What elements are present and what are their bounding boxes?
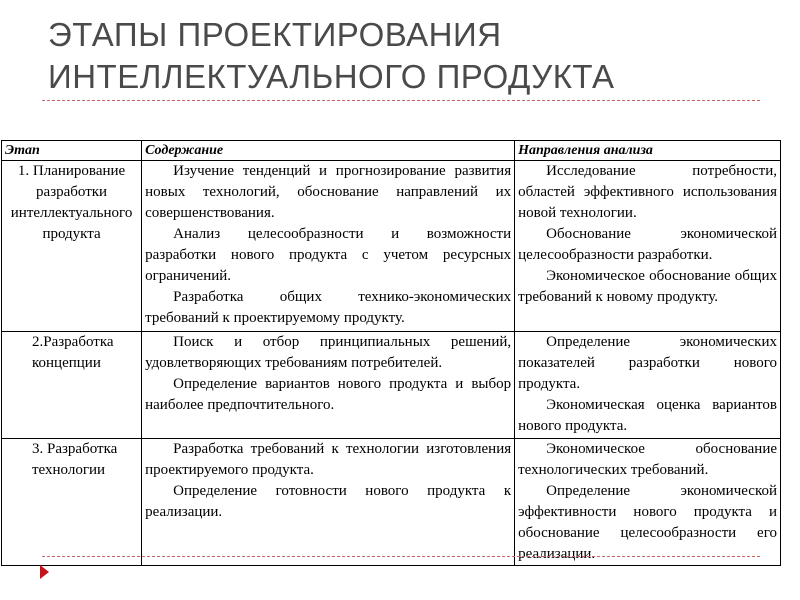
content-paragraph: Определение готовности нового продукта к реализации. xyxy=(145,483,512,520)
analysis-cell xyxy=(515,161,781,332)
header-content: Содержание xyxy=(142,141,515,161)
analysis-cell xyxy=(515,332,781,439)
content-paragraph: Разработка требований к технологии изготовления проектируемого продукта. xyxy=(145,441,512,478)
analysis-paragraph: Экономическое обоснование общих требований к новому продукту. xyxy=(518,268,777,305)
content-paragraph: Определение вариантов нового продукта и выбор наиболее предпочтительного. xyxy=(145,376,512,413)
content-paragraph: Анализ целесообразности и возможности разработки нового продукта с учетом ресурсных ограничений. xyxy=(145,226,512,284)
analysis-paragraph: Определение экономических показателей разработки нового продукта. xyxy=(518,334,777,392)
table-row xyxy=(2,332,781,439)
stages-table xyxy=(1,140,781,566)
slide-title xyxy=(48,14,768,98)
table-header-row xyxy=(2,141,781,161)
header-analysis: Направления анализа xyxy=(515,141,781,161)
title-divider xyxy=(42,100,760,101)
content-paragraph: Изучение тенденций и прогнозирование развития новых технологий, обоснование направлений их совершенствования. xyxy=(145,163,512,221)
header-stage: Этап xyxy=(2,141,142,161)
table-row xyxy=(2,161,781,332)
content-cell xyxy=(142,439,515,566)
content-cell xyxy=(142,332,515,439)
content-paragraph: Поиск и отбор принципиальных решений, удовлетворяющих требованиям потребителей. xyxy=(145,334,512,371)
content-cell xyxy=(142,161,515,332)
analysis-paragraph: Экономическое обоснование технологических требований. xyxy=(518,441,777,478)
analysis-paragraph: Обоснование экономической целесообразности разработки. xyxy=(518,226,777,263)
analysis-cell xyxy=(515,439,781,566)
slide-title-line-1: ЭТАПЫ ПРОЕКТИРОВАНИЯ xyxy=(48,16,502,53)
analysis-paragraph: Исследование потребности, областей эффективного использования новой технологии. xyxy=(518,163,777,221)
stage-cell: 3. Разработка технологии xyxy=(2,439,142,566)
table-row xyxy=(2,439,781,566)
next-slide-arrow-icon[interactable] xyxy=(40,565,49,579)
stage-cell: 2.Разработка концепции xyxy=(2,332,142,439)
footer-divider xyxy=(42,556,760,557)
analysis-paragraph: Экономическая оценка вариантов нового продукта. xyxy=(518,397,777,434)
content-paragraph: Разработка общих технико-экономических требований к проектируемому продукту. xyxy=(145,289,512,326)
slide-title-line-2: ИНТЕЛЛЕКТУАЛЬНОГО ПРОДУКТА xyxy=(48,58,615,95)
stage-cell: 1. Планирование разработки интеллектуального продукта xyxy=(2,161,142,332)
analysis-paragraph: Определение экономической эффективности нового продукта и обоснование целесообразности его реализации. xyxy=(518,483,777,562)
